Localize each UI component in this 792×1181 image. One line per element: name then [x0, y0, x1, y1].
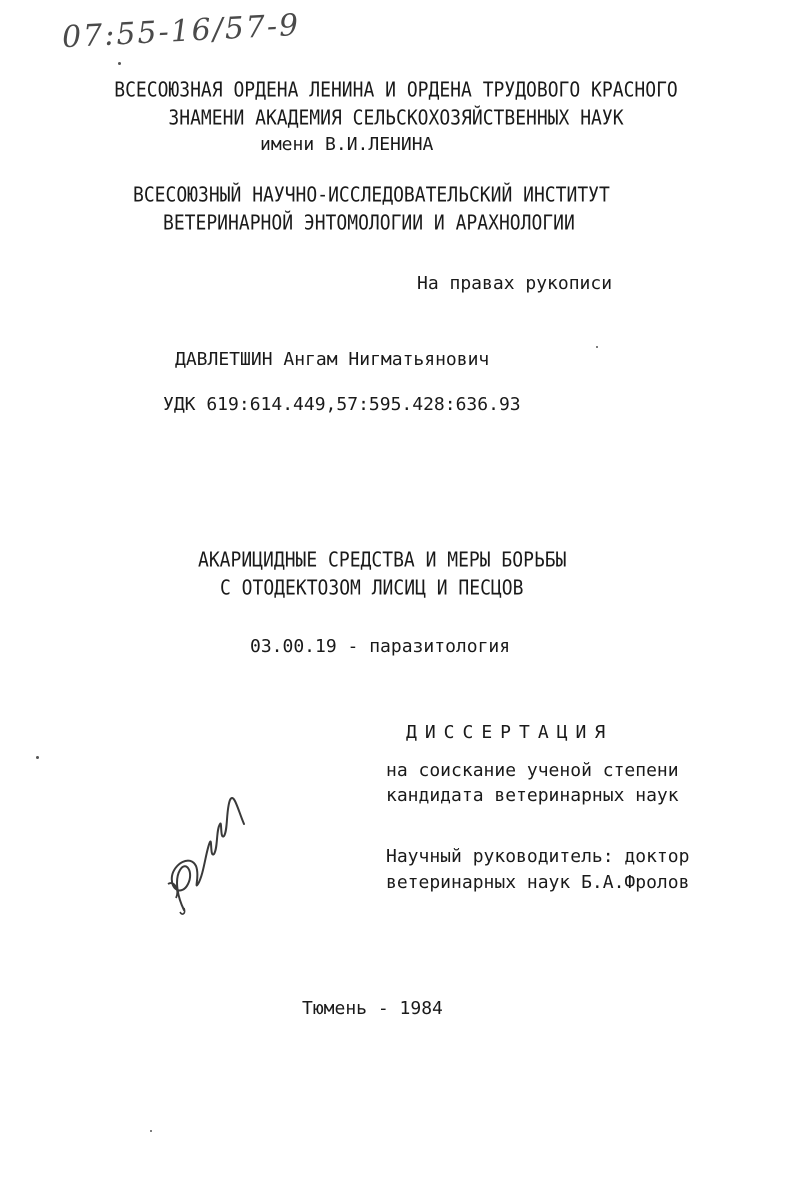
dissertation-label: ДИССЕРТАЦИЯ	[406, 722, 614, 743]
institute-line-2: ВЕТЕРИНАРНОЙ ЭНТОМОЛОГИИ И АРАХНОЛОГИИ	[163, 211, 575, 236]
signature	[150, 780, 260, 920]
academy-line-1: ВСЕСОЮЗНАЯ ОРДЕНА ЛЕНИНА И ОРДЕНА ТРУДОВОГО КРАСНОГО	[114, 78, 678, 103]
supervisor-line-1: Научный руководитель: доктор	[386, 846, 690, 867]
degree-line-1: на соискание ученой степени	[386, 760, 679, 781]
title-line-2: С ОТОДЕКТОЗОМ ЛИСИЦ И ПЕСЦОВ	[220, 576, 524, 601]
academy-line-2: ЗНАМЕНИ АКАДЕМИЯ СЕЛЬСКОХОЗЯЙСТВЕННЫХ НАУК	[168, 106, 624, 131]
specialty: 03.00.19 - паразитология	[250, 636, 511, 657]
archive-mark: 07:55-16/57-9	[61, 7, 302, 56]
supervisor-line-2: ветеринарных наук Б.А.Фролов	[386, 872, 690, 893]
title-line-1: АКАРИЦИДНЫЕ СРЕДСТВА И МЕРЫ БОРЬБЫ	[198, 548, 567, 573]
scan-speck	[596, 346, 598, 348]
scan-speck	[36, 756, 39, 759]
rights-notice: На правах рукописи	[417, 273, 613, 294]
udc-code: УДК 619:614.449,57:595.428:636.93	[163, 394, 521, 415]
author-name: ДАВЛЕТШИН Ангам Нигматьянович	[175, 349, 490, 370]
academy-line-3: имени В.И.ЛЕНИНА	[260, 134, 434, 155]
scan-speck	[118, 62, 121, 65]
degree-line-2: кандидата ветеринарных наук	[386, 785, 679, 806]
institute-line-1: ВСЕСОЮЗНЫЙ НАУЧНО-ИССЛЕДОВАТЕЛЬСКИЙ ИНСТИТУТ	[133, 183, 610, 208]
city-year: Тюмень - 1984	[302, 998, 443, 1019]
scan-speck	[150, 1130, 152, 1132]
